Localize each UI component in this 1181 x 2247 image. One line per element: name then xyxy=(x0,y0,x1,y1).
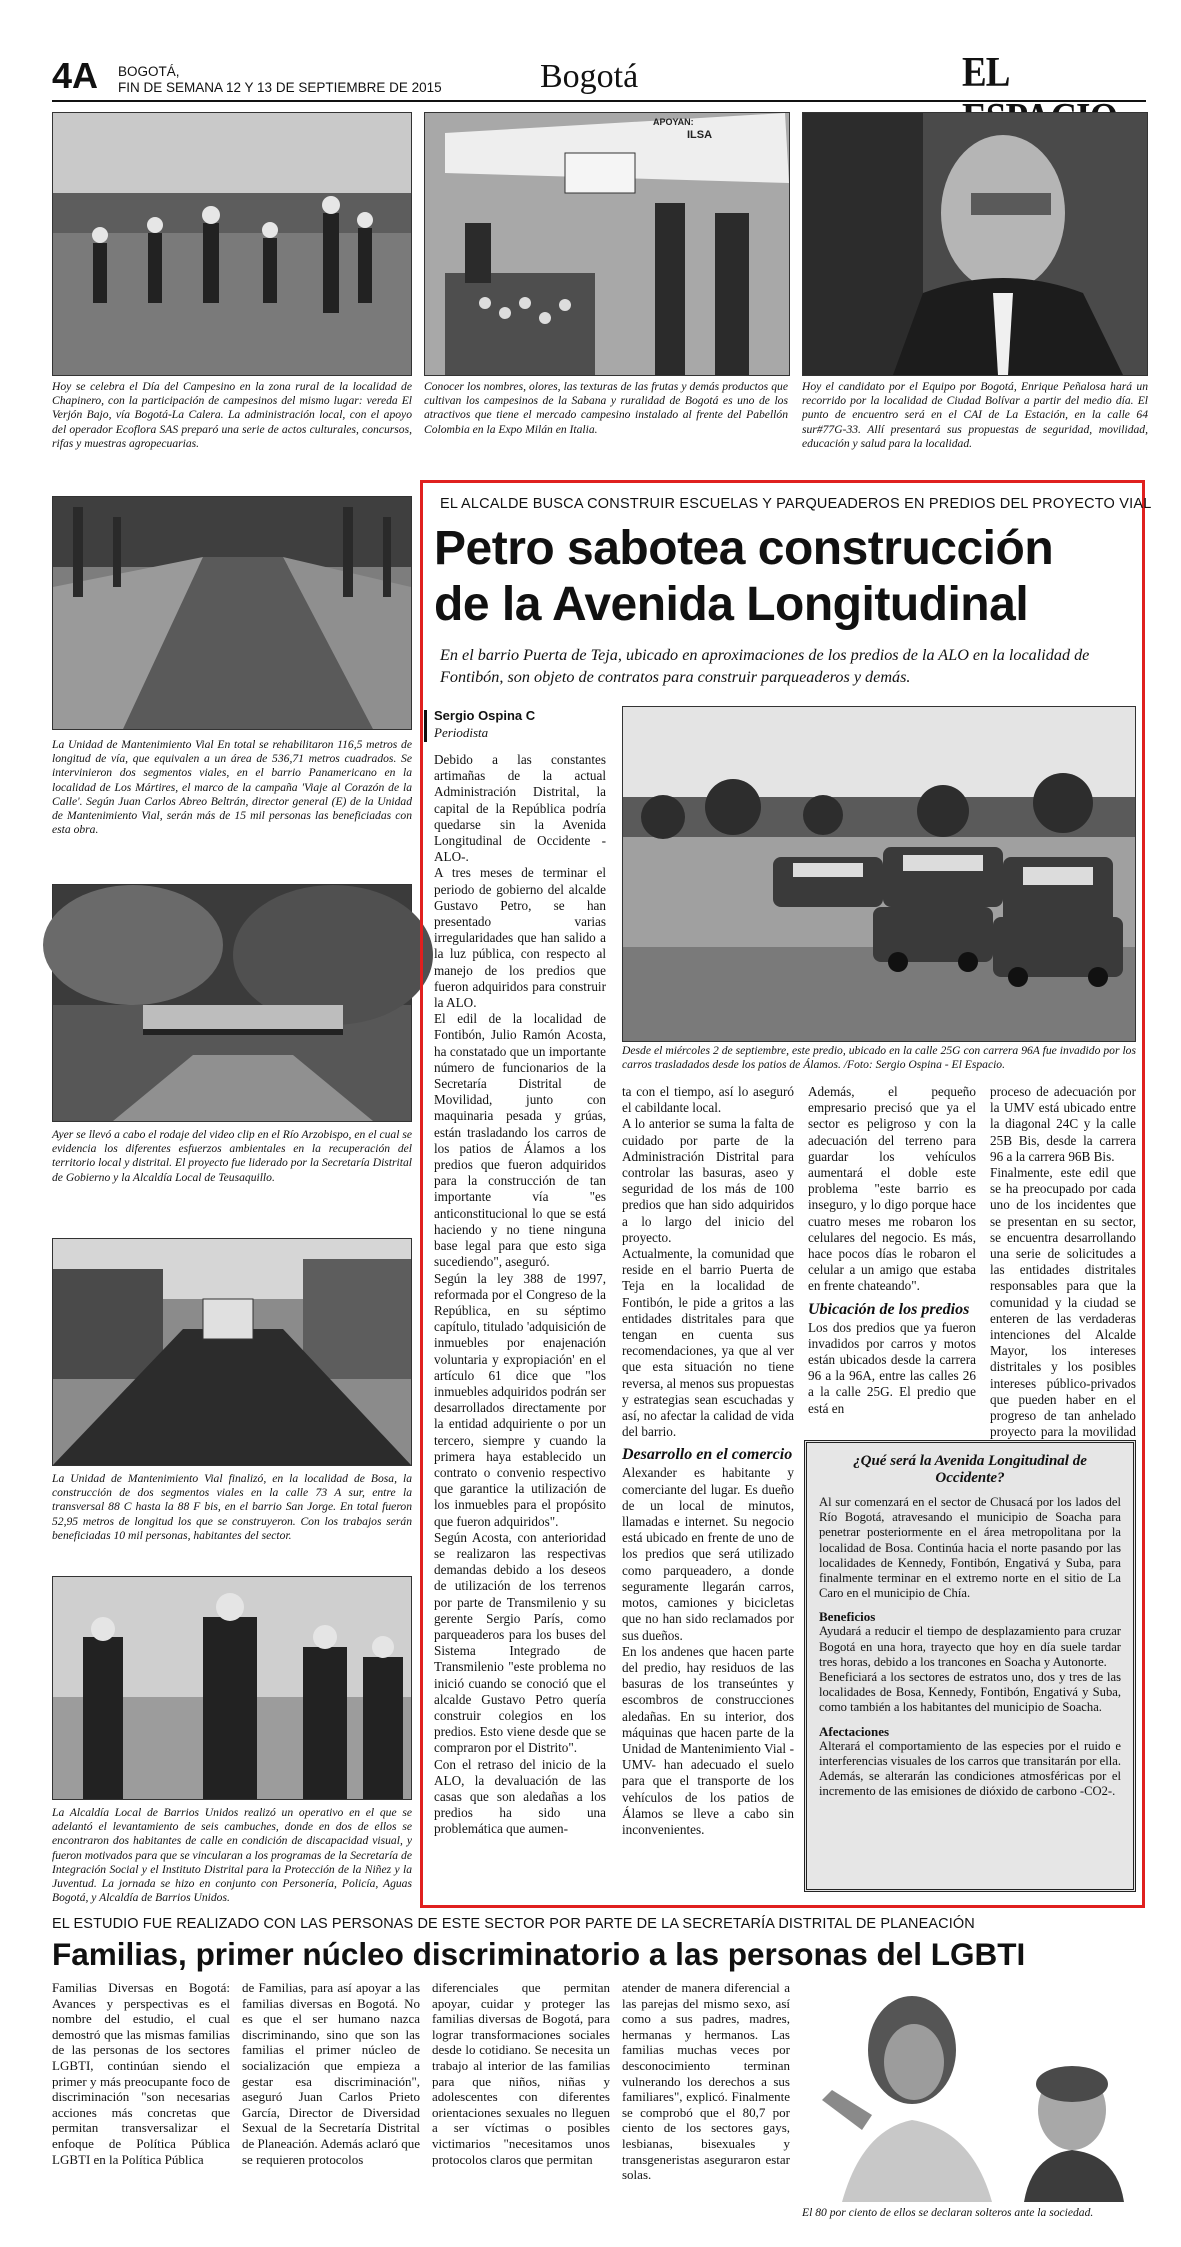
sign-apoyan: APOYAN: xyxy=(653,117,694,127)
main-col1-paragraph: Según la ley 388 de 1997, reformada por el Congreso de la República, en su séptimo capítulo, titulado 'adquisición de inmuebles por enajenación voluntaria y expropiación' en el artículo 61 dice que "los inmuebles adquiridos podrán ser desarrollados directamente por la entidad adquiriente o por un tercero, siempre y cuando la primera haya establecido un contrato o convenio respectivo que garantice la utilización de los inmuebles para el propósito que fueron adquiridos". xyxy=(434,1270,606,1529)
alo-box-afectaciones: Alterará el comportamiento de las especies por el ruido e interferencias visuales de los carros que transitarán por ella. Además, se alterarán las condiciones atmosféricas por el incremento de las emisiones de dióxido de carbono -CO2-. xyxy=(819,1738,1121,1799)
caption-barrios-unidos-operation: La Alcaldía Local de Barrios Unidos realizó un operativo en el que se adelantó el levantamiento de seis cambuches, donde en dos de ellos se encontraron dos habitantes de calle en condición de discapacidad visual, y fueron motivados para que se vincularan a los programas de la Secretaría de Integración Social y el Instituto Distrital para la Protección de la Niñez y la Juventud. La jornada se hizo en conjunto con Personería, Policía, Aguas Bogotá, y Alcaldía de Barrios Unidos. xyxy=(52,1806,412,1905)
main-col2-paragraph: A lo anterior se suma la falta de cuidado por parte de la Administración Distrital para controlar las basuras, aseo y seguridad de los más de 100 predios que han sido adquiridos a lo largo del inicio del proyecto. xyxy=(622,1116,794,1245)
alo-box-heading-afectaciones: Afectaciones xyxy=(819,1723,890,1739)
main-headline-line2: de la Avenida Longitudinal xyxy=(434,578,1029,631)
photo-expo-milan-market xyxy=(424,112,790,376)
photo-bosa-road xyxy=(52,1238,412,1466)
bottom-column-4: atender de manera diferencial a las parejas del mismo sexo, así como a sus padres, madres, hermanas y hermanos. Las familias muchas veces por desconocimiento terminan vulnerando los derechos a sus familiares", explicó. Finalmente se comprobó que el 80,7 por ciento de los sectores gays, lesbianas, bisexuales y transgeneristas aseguraron estar solas. xyxy=(622,1980,790,2183)
photo-barrios-unidos-operation xyxy=(52,1576,412,1800)
caption-expo-milan-market: Conocer los nombres, olores, las texturas de las frutas y demás productos que cultivan los campesinos de la Sabana y ruralidad de Bogotá es uno de los atractivos que tiene el mercado campesino instalado al frente del Pabellón Colombia en la Expo Milán en Italia. xyxy=(424,380,788,436)
main-headline-line1: Petro sabotea construcción xyxy=(434,522,1054,575)
alo-box-beneficios-2: Beneficiará a los sectores de estratos uno, dos y tres de las localidades de Bosa, Kennedy, Fontibón, Engativá y Suba, como también a los habitantes del municipio de Soacha. xyxy=(819,1670,1121,1715)
caption-rio-arzobispo: Ayer se llevó a cabo el rodaje del video clip en el Río Arzobispo, en el cual se evidencia los diferentes esfuerzos ambientales en la recuperación del territorio local y distrital. El proyecto fue liderado por la Secretaría Distrital de Gobierno y la Alcaldía Local de Teusaquillo. xyxy=(52,1128,412,1184)
main-col1-paragraph: Con el retraso del inicio de la ALO, la devaluación de las casas que son aledañas a los predios ha sido una problemática que aumen- xyxy=(434,1756,606,1837)
subhead-ubicacion-predios: Ubicación de los predios xyxy=(808,1300,970,1318)
byline-role: Periodista xyxy=(434,725,489,740)
alo-box-heading-beneficios: Beneficios xyxy=(819,1609,876,1625)
main-column-4 xyxy=(990,1084,1136,1440)
photo-rio-arzobispo xyxy=(52,884,412,1122)
byline-bar xyxy=(424,710,427,742)
subhead-desarrollo-comercio: Desarrollo en el comercio xyxy=(622,1446,793,1464)
caption-penalosa: Hoy el candidato por el Equipo por Bogotá, Enrique Peñalosa hará un recorrido por la localidad de Ciudad Bolívar a partir del medio día. El punto de encuentro será en el CAI de La Estación, en la calle 64 sur#77G-33. Allí presentará sus propuestas de seguridad, movilidad, educación y salud para la localidad. xyxy=(802,380,1148,450)
caption-lgbti-family: El 80 por ciento de ellos se declaran solteros ante la sociedad. xyxy=(802,2206,1094,2219)
main-col1-paragraph: El edil de la localidad de Fontibón, Julio Ramón Acosta, ha constatado que un importante número de funcionarios de la Secretaría Distrital de Movilidad, junto con maquinaria pesada y grúas, están trasladando los carros de los patios de Álamos a los predios que fueron adquiridos para la construcción de tan importante vía "es anticonstitucional lo que se está haciendo y no tiene ninguna base legal para que esto siga sucediendo", aseguró. xyxy=(434,1011,606,1270)
bottom-headline: Familias, primer núcleo discriminatorio a las personas del LGBTI xyxy=(52,1936,1026,1972)
sign-ilsa: ILSA xyxy=(687,129,713,141)
caption-bosa-road: La Unidad de Mantenimiento Vial finalizó, en la localidad de Bosa, la construcción de dos segmentos viales en la calle 73 A sur, entre la transversal 88 C hasta la 88 F bis, en el barrio San Jorge. En total fueron 52,95 metros de longitud los que se construyeron. Con los trabajos serán beneficiadas 10 mil personas, habitantes del sector. xyxy=(52,1472,412,1542)
bottom-kicker: EL ESTUDIO FUE REALIZADO CON LAS PERSONAS DE ESTE SECTOR POR PARTE DE LA SECRETARÍA DISTRITAL DE PLANEACIÓN xyxy=(52,1916,975,1932)
main-col4-paragraph: Finalmente, este edil que se ha preocupado por cada uno de los incidentes que se presentan en su sector, se encuentra desarrollando una serie de solicitudes a las entidades distritales responsables para que la comunidad y la ciudad se enteren de las verdaderas intenciones del Alcalde Mayor, los intereses distritales y los posibles intereses público-privados que pueden haber en el progreso de tan anhelado proyecto para la movilidad xyxy=(990,1165,1136,1440)
main-col3-paragraph: Los dos predios que ya fueron invadidos por carros y motos están ubicados desde la carrera 96 a la 96A, entre las calles 26 a la calle 25G. El predio que está en xyxy=(808,1319,976,1416)
main-col2-paragraph: ta con el tiempo, así lo aseguró el cabildante local. xyxy=(622,1084,794,1116)
masthead-rule xyxy=(52,100,1146,102)
main-deck: En el barrio Puerta de Teja, ubicado en aproximaciones de los predios de la ALO en la localidad de Fontibón, son objeto de contratos para construir parqueaderos y demás. xyxy=(440,646,1090,686)
dateline-city: BOGOTÁ, xyxy=(118,64,180,79)
dateline-date: FIN DE SEMANA 12 Y 13 DE SEPTIEMBRE DE 2015 xyxy=(118,80,442,95)
caption-campesino-day: Hoy se celebra el Día del Campesino en la zona rural de la localidad de Chapinero, con la participación de campesinos del mismo lugar: vereda El Verjón Bajo, vía Bogotá-La Calera. La administración local, con el apoyo del operador Ecoflora SAS preparó una serie de actos culturales, concursos, rifas y muestras agropecuarias. xyxy=(52,380,412,450)
main-col3-paragraph: Además, el pequeño empresario precisó que ya el sector es peligroso y con la adecuación del terreno para guardar los vehículos aumentará el doble este problema "este barrio es inseguro, y lo digo porque hace cuatro meses me robaron los celulares del negocio. Es más, hace pocos días le robaron el celular a un amigo que estaba en frente chateando". xyxy=(808,1084,976,1294)
main-col1-paragraph: Debido a las constantes artimañas de la actual Administración Distrital, la capital de la República podría quedarse sin la Avenida Longitudinal de Occidente -ALO-. xyxy=(434,752,606,865)
bottom-column-3: diferenciales que permitan apoyar, cuidar y proteger las familias diversas de Bogotá, para lograr transformaciones sociales desde lo cotidiano. Se necesita un trabajo al interior de las familias para que niños, niñas y adolescentes con diferentes orientaciones sexuales no lleguen a ser víctimas o posibles victimarios "necesitamos unos protocolos claros que permitan xyxy=(432,1980,610,2167)
main-col2-paragraph: En los andenes que hacen parte del predio, hay residuos de las basuras de los transeúntes y escombros de construcciones aledañas. En su interior, dos máquinas que hacen parte de la Unidad de Mantenimiento Vial -UMV- han adecuado el suelo para que el transporte de los vehículos de los patios de Álamos se lleve a cabo sin inconvenientes. xyxy=(622,1643,794,1837)
main-col2-paragraph: Actualmente, la comunidad que reside en el barrio Puerta de Teja en la localidad de Fontibón, le pide a gritos a las entidades distritales para que tengan en cuenta sus recomendaciones, ya que al ver que esta situación no tiene reversa, al menos sus propuestas y estrategias sean escuchadas y así, no afectar la calidad de vida del barrio. xyxy=(622,1246,794,1440)
alo-box-title: ¿Qué será la Avenida Longitudinal de Occidente? xyxy=(853,1453,1087,1486)
photo-campesino-day xyxy=(52,112,412,376)
main-col4-paragraph: proceso de adecuación por la UMV está ubicado entre la diagonal 24C y la calle 25B Bis, desde la carrera 96 a la carrera 96B Bis. xyxy=(990,1084,1136,1164)
alo-box-beneficios-1: Ayudará a reducir el tiempo de desplazamiento para cruzar Bogotá en una hora, trayecto que hoy en día suele tardar tres horas, debido a los trancones en Soacha y Autonorte. xyxy=(819,1624,1121,1669)
main-column-1 xyxy=(434,752,606,1902)
main-col2-paragraph: Alexander es habitante y comerciante del lugar. Es dueño de un local de minutos, llamadas e internet. Su negocio está ubicado en frente de uno de los predios que será utilizado como parqueadero, a donde seguramente llegarán carros, motos, camiones y bicicletas que no han sido reclamados por sus dueños. xyxy=(622,1465,794,1643)
page-number: 4A xyxy=(52,55,99,96)
byline-name: Sergio Ospina C xyxy=(434,708,536,723)
photo-alo-lot-cars xyxy=(622,706,1136,1042)
alo-box-intro: Al sur comenzará en el sector de Chusacá por los lados del Río Bogotá, atravesando el municipio de Soacha para penetrar posteriormente en el área metropolitana por la localidad de Bosa. Continúa hacia el norte pasando por las localidades de Kennedy, Fontibón, Engativá y Suba, para finalmente terminar en el extremo norte en el sitio de La Caro en el municipio de Chía. xyxy=(819,1495,1121,1601)
photo-penalosa xyxy=(802,112,1148,376)
caption-alo-lot-cars: Desde el miércoles 2 de septiembre, este predio, ubicado en la calle 25G con carrera 96A fue invadido por los carros trasladados desde los patios de Álamos. /Foto: Sergio Ospina - El Espacio. xyxy=(622,1044,1136,1072)
main-column-2 xyxy=(622,1084,794,1902)
alo-info-box xyxy=(804,1440,1136,1892)
bottom-column-2: de Familias, para así apoyar a las familias diversas en Bogotá. No es que el ser humano nazca discriminando, sino que son las familias el primer núcleo de socialización que empieza a gestar esa discriminación", aseguró Juan Carlos Prieto García, Director de Diversidad Sexual de la Secretaría Distrital de Planeación. Además aclaró que se requieren protocolos xyxy=(242,1980,420,2167)
main-column-3 xyxy=(808,1084,976,1420)
newspaper-logo: EL xyxy=(962,50,1008,96)
main-col1-paragraph: A tres meses de terminar el periodo de gobierno del alcalde Gustavo Petro, se han presentado varias irregularidades que han salido a la luz pública, con respecto al manejo de los predios que fueron adquiridos para construir la ALO. xyxy=(434,865,606,1011)
photo-lgbti-family xyxy=(802,1980,1146,2202)
main-kicker: EL ALCALDE BUSCA CONSTRUIR ESCUELAS Y PARQUEADEROS EN PREDIOS DEL PROYECTO VIAL xyxy=(440,496,1152,512)
section-name: Bogotá xyxy=(540,58,639,95)
main-col1-paragraph: Según Acosta, con anterioridad se realizaron las respectivas demandas debido a los deseos de utilización de los terrenos por parte de Transmilenio y su gerente Sergio París, como parqueaderos para los buses del Sistema Integrado de Transmilenio "este problema no inició cuando se conoció que el alcalde Gustavo Petro quería construir colegios en los predios. Esto viene desde que se compraron por el Distrito". xyxy=(434,1529,606,1756)
photo-los-martires-road xyxy=(52,496,412,730)
caption-los-martires-road: La Unidad de Mantenimiento Vial En total se rehabilitaron 116,5 metros de longitud de vía, que equivalen a un área de 536,71 metros cuadrados. Se intervinieron dos segmentos viales, en el barrio Panamericano en la localidad de Los Mártires, el marco de la campaña 'Viaje al Corazón de la Calle'. Según Juan Carlos Abreo Beltrán, director general (E) de la Unidad de Mantenimiento Vial, serán más de 15 mil personas las beneficiadas con esta obra. xyxy=(52,738,412,837)
bottom-column-1: Familias Diversas en Bogotá: Avances y perspectivas es el nombre del estudio, el cual demostró que las mismas familias de las personas de los sectores LGBTI, continúan siendo el primer y más preocupante foco de discriminación "son necesarias acciones más concretas que permitan transversalizar el enfoque de Política Pública LGBTI en la Política Pública xyxy=(52,1980,230,2167)
